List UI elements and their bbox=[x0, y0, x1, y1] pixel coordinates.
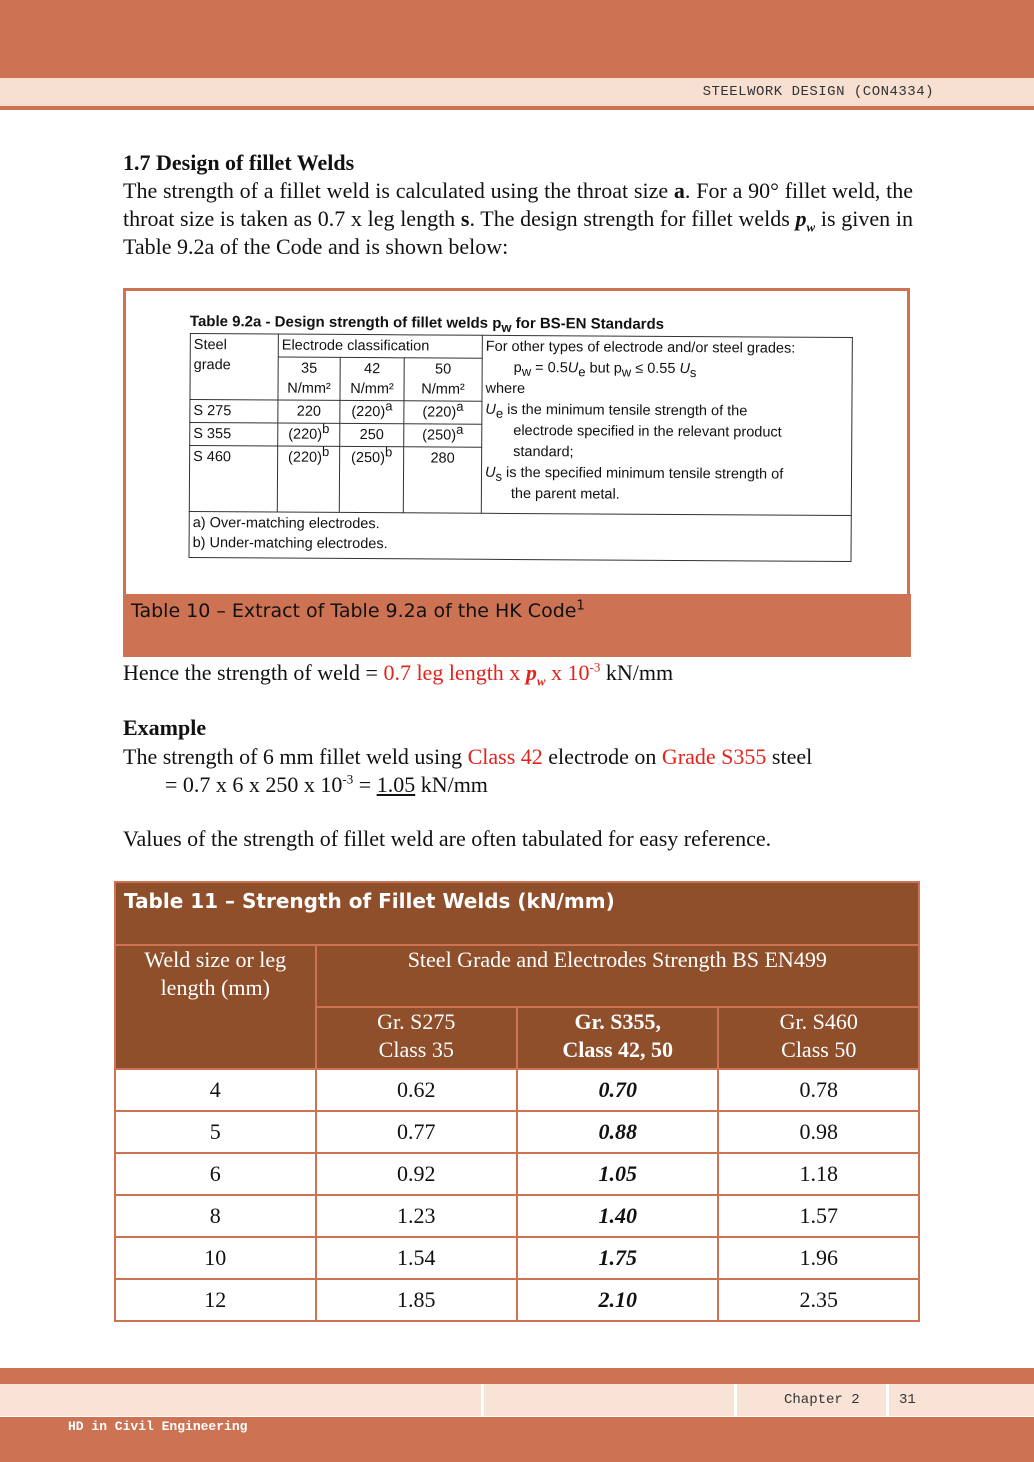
example-calculation: = 0.7 x 6 x 250 x $10^{-3} = 1.05$ kN/mm bbox=[165, 771, 488, 797]
cell: 8 bbox=[115, 1195, 316, 1237]
footer-bar bbox=[0, 1384, 1034, 1416]
footer-divider bbox=[481, 1384, 484, 1416]
cell: $(250)^a$ bbox=[404, 424, 482, 447]
footer-divider bbox=[734, 1384, 737, 1416]
table-9-2a-grid bbox=[189, 333, 853, 562]
cell: $(220)^b$ bbox=[278, 423, 340, 446]
footer-band bbox=[0, 1368, 1034, 1384]
table-11-title: Table 11 – Strength of Fillet Welds (kN/mm) bbox=[115, 882, 919, 945]
steel-grade-header: Steel grade bbox=[190, 334, 278, 401]
weld-strength-formula: Hence the strength of weld = 0.7 leg length x $p_w$ x $10^{-3}$ kN/mm bbox=[123, 659, 674, 689]
table-row bbox=[115, 1111, 919, 1153]
figure-box bbox=[123, 288, 910, 598]
table-9-2a bbox=[189, 313, 860, 562]
cell: 2.35 bbox=[718, 1279, 919, 1321]
electrode-classification-header: Electrode classification bbox=[278, 334, 482, 358]
weld-size-header: Weld size or leg length (mm) bbox=[115, 945, 316, 1069]
grade-s275: S 275 bbox=[190, 400, 278, 424]
cell: 1.23 bbox=[316, 1195, 517, 1237]
cell: 220 bbox=[278, 400, 340, 423]
grade-s355: S 355 bbox=[190, 423, 278, 447]
notes-cell: For other types of electrode and/or steel grades: $p_w = 0.5U_e$ but $p_w \le 0.55$ $U_s$ where $U_e$ is the minimum tensile strength of the electrode specified in the relevant product standard; $U_s$ is the specified minimum tensile strength of the parent metal. bbox=[481, 335, 852, 515]
figure-caption: Table 10 – Extract of Table 9.2a of the HK Code$^1$ bbox=[123, 594, 911, 657]
footer-chapter: Chapter 2 bbox=[784, 1392, 860, 1408]
leg-symbol: s bbox=[460, 206, 470, 231]
cell: 0.70 bbox=[517, 1069, 718, 1111]
intro-paragraph: The strength of a fillet weld is calculated using the throat size a. For a 90° fillet weld, the throat size is taken as 0.7 x leg length s. The design strength for fillet welds $p_w$ is given in Table 9.2a of the Code and is shown below: bbox=[123, 178, 914, 259]
cell: 1.18 bbox=[718, 1153, 919, 1195]
col-35-header: 35 N/mm² bbox=[278, 357, 340, 400]
table-row bbox=[115, 1237, 919, 1279]
col-50-header: 50 N/mm² bbox=[404, 358, 482, 401]
table-row bbox=[115, 1069, 919, 1111]
throat-symbol: a bbox=[673, 178, 685, 203]
section-title: 1.7 Design of fillet Welds bbox=[123, 150, 355, 175]
table-row bbox=[115, 1279, 919, 1321]
cell: 250 bbox=[340, 423, 404, 446]
example-text: The strength of 6 mm fillet weld using Class 42 electrode on Grade S355 steel = 0.7 x 6 x 250 x $10^{-3} = 1.05$ kN/mm bbox=[123, 743, 913, 799]
cell: 1.57 bbox=[718, 1195, 919, 1237]
cell: $(250)^b$ bbox=[339, 446, 403, 512]
cell: 0.62 bbox=[316, 1069, 517, 1111]
cell: 0.78 bbox=[718, 1069, 919, 1111]
cell: 1.05 bbox=[517, 1153, 718, 1195]
cell: 10 bbox=[115, 1237, 316, 1279]
cell: $(220)^a$ bbox=[340, 400, 404, 423]
cell: 280 bbox=[403, 447, 481, 513]
cell: $(220)^a$ bbox=[404, 401, 482, 424]
cell: 0.88 bbox=[517, 1111, 718, 1153]
values-note: Values of the strength of fillet weld are often tabulated for easy reference. bbox=[123, 826, 772, 851]
steel-grade-group-header: Steel Grade and Electrodes Strength BS EN499 bbox=[316, 945, 919, 1007]
cell: 0.77 bbox=[316, 1111, 517, 1153]
page-number: 31 bbox=[899, 1392, 916, 1408]
grade-s460: S 460 bbox=[189, 446, 277, 513]
table-row bbox=[115, 1195, 919, 1237]
cell: 5 bbox=[115, 1111, 316, 1153]
cell: 1.96 bbox=[718, 1237, 919, 1279]
program-name: HD in Civil Engineering bbox=[68, 1419, 248, 1434]
table-11 bbox=[114, 881, 920, 1322]
cell: 0.98 bbox=[718, 1111, 919, 1153]
cell: 4 bbox=[115, 1069, 316, 1111]
col-s355-header: Gr. S355, Class 42, 50 bbox=[517, 1007, 718, 1069]
footer-divider bbox=[886, 1384, 889, 1416]
example-heading: Example bbox=[123, 715, 207, 740]
table-9-2a-title: Table 9.2a - Design strength of fillet welds $p_w$ for BS-EN Standards bbox=[189, 313, 665, 335]
col-42-header: 42 N/mm² bbox=[340, 357, 404, 400]
col-s460-header: Gr. S460 Class 50 bbox=[718, 1007, 919, 1069]
table-footnotes: a) Over-matching electrodes. b) Under-matching electrodes. bbox=[189, 511, 851, 561]
cell: 1.85 bbox=[316, 1279, 517, 1321]
cell: 6 bbox=[115, 1153, 316, 1195]
cell: 1.75 bbox=[517, 1237, 718, 1279]
cell: 1.54 bbox=[316, 1237, 517, 1279]
cell: 1.40 bbox=[517, 1195, 718, 1237]
table-row bbox=[115, 1153, 919, 1195]
col-s275-header: Gr. S275 Class 35 bbox=[316, 1007, 517, 1069]
cell: $(220)^b$ bbox=[277, 446, 339, 512]
running-title: STEELWORK DESIGN (CON4334) bbox=[702, 84, 934, 100]
cell: 0.92 bbox=[316, 1153, 517, 1195]
cell: 2.10 bbox=[517, 1279, 718, 1321]
cell: 12 bbox=[115, 1279, 316, 1321]
